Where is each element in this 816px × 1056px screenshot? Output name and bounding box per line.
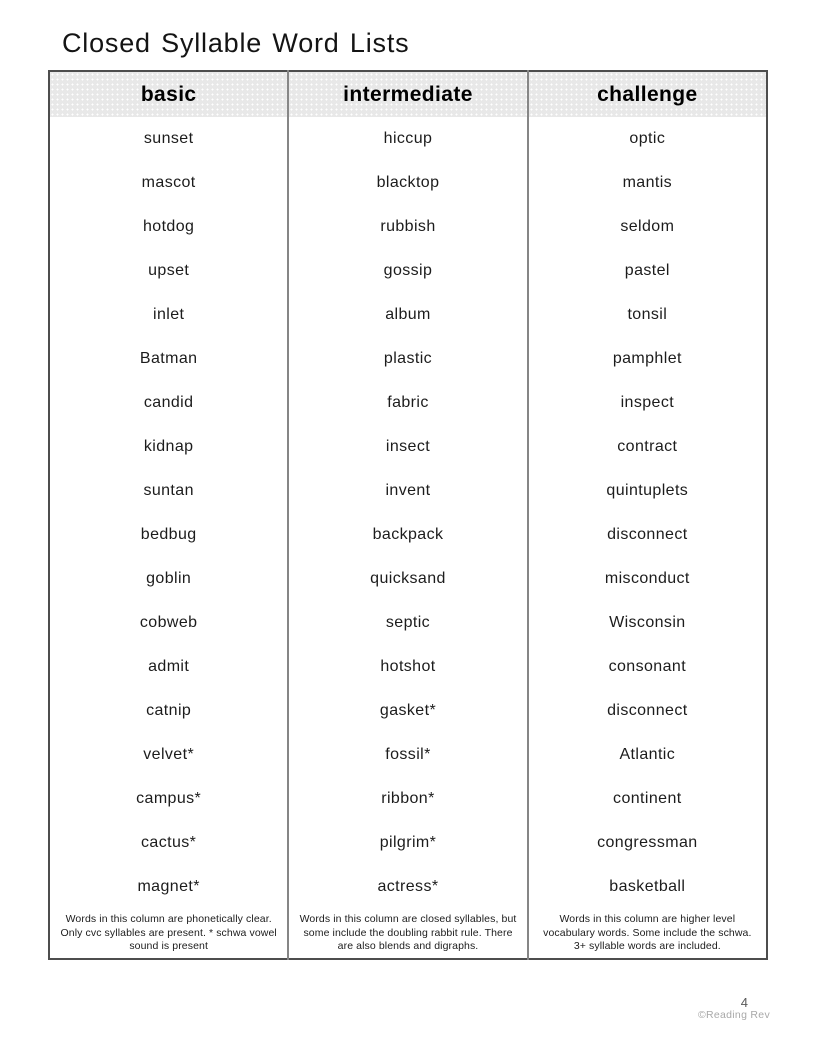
table-row	[49, 469, 767, 513]
header-row	[49, 71, 767, 117]
column-header-challenge: challenge	[528, 71, 767, 117]
word-cell: continent	[528, 777, 767, 821]
word-cell: septic	[288, 601, 527, 645]
table-row	[49, 205, 767, 249]
word-cell: pastel	[528, 249, 767, 293]
table-row	[49, 161, 767, 205]
table-row	[49, 293, 767, 337]
word-cell: consonant	[528, 645, 767, 689]
word-cell: cactus*	[49, 821, 288, 865]
table-row	[49, 249, 767, 293]
word-cell: blacktop	[288, 161, 527, 205]
word-cell: contract	[528, 425, 767, 469]
word-cell: disconnect	[528, 513, 767, 557]
word-list-table	[48, 70, 768, 960]
word-cell: congressman	[528, 821, 767, 865]
word-cell: plastic	[288, 337, 527, 381]
table-row	[49, 557, 767, 601]
note-intermediate: Words in this column are closed syllables, but some include the doubling rabbit rule. There are also blends and digraphs.	[288, 909, 527, 959]
word-cell: optic	[528, 117, 767, 161]
word-cell: fossil*	[288, 733, 527, 777]
table-row	[49, 117, 767, 161]
word-cell: kidnap	[49, 425, 288, 469]
word-cell: cobweb	[49, 601, 288, 645]
word-cell: magnet*	[49, 865, 288, 909]
word-cell: mantis	[528, 161, 767, 205]
note-basic: Words in this column are phonetically clear. Only cvc syllables are present. * schwa vowel sound is present	[49, 909, 288, 959]
table-row	[49, 645, 767, 689]
table-row	[49, 425, 767, 469]
word-cell: goblin	[49, 557, 288, 601]
word-cell: misconduct	[528, 557, 767, 601]
word-cell: basketball	[528, 865, 767, 909]
word-cell: bedbug	[49, 513, 288, 557]
word-cell: hotshot	[288, 645, 527, 689]
word-rows	[49, 117, 767, 909]
table-notes	[49, 909, 767, 959]
word-cell: disconnect	[528, 689, 767, 733]
word-cell: admit	[49, 645, 288, 689]
word-cell: candid	[49, 381, 288, 425]
word-cell: album	[288, 293, 527, 337]
word-cell: pilgrim*	[288, 821, 527, 865]
word-cell: upset	[49, 249, 288, 293]
word-cell: fabric	[288, 381, 527, 425]
word-cell: Atlantic	[528, 733, 767, 777]
table-row	[49, 381, 767, 425]
word-cell: insect	[288, 425, 527, 469]
word-cell: quintuplets	[528, 469, 767, 513]
table-row	[49, 777, 767, 821]
word-cell: ribbon*	[288, 777, 527, 821]
word-cell: Wisconsin	[528, 601, 767, 645]
table-row	[49, 733, 767, 777]
notes-row	[49, 909, 767, 959]
word-cell: inspect	[528, 381, 767, 425]
table-row	[49, 601, 767, 645]
table-row	[49, 865, 767, 909]
word-cell: hiccup	[288, 117, 527, 161]
word-cell: invent	[288, 469, 527, 513]
column-header-intermediate: intermediate	[288, 71, 527, 117]
table-row	[49, 513, 767, 557]
word-cell: inlet	[49, 293, 288, 337]
table-header	[49, 71, 767, 117]
word-cell: mascot	[49, 161, 288, 205]
word-cell: actress*	[288, 865, 527, 909]
word-cell: gasket*	[288, 689, 527, 733]
table-row	[49, 821, 767, 865]
column-header-basic: basic	[49, 71, 288, 117]
copyright-text: ©Reading Rev	[697, 1009, 770, 1022]
word-cell: pamphlet	[528, 337, 767, 381]
word-cell: Batman	[49, 337, 288, 381]
word-cell: backpack	[288, 513, 527, 557]
page-number: 4	[740, 995, 748, 1010]
note-challenge: Words in this column are higher level vocabulary words. Some include the schwa. 3+ syllable words are included.	[528, 909, 767, 959]
word-cell: tonsil	[528, 293, 767, 337]
word-cell: catnip	[49, 689, 288, 733]
table-row	[49, 689, 767, 733]
word-cell: velvet*	[49, 733, 288, 777]
word-cell: suntan	[49, 469, 288, 513]
word-cell: sunset	[49, 117, 288, 161]
word-cell: campus*	[49, 777, 288, 821]
page-footer	[698, 996, 770, 1022]
page-title: Closed Syllable Word Lists	[62, 28, 410, 58]
word-cell: rubbish	[288, 205, 527, 249]
table-row	[49, 337, 767, 381]
word-cell: gossip	[288, 249, 527, 293]
word-cell: quicksand	[288, 557, 527, 601]
word-cell: hotdog	[49, 205, 288, 249]
word-cell: seldom	[528, 205, 767, 249]
